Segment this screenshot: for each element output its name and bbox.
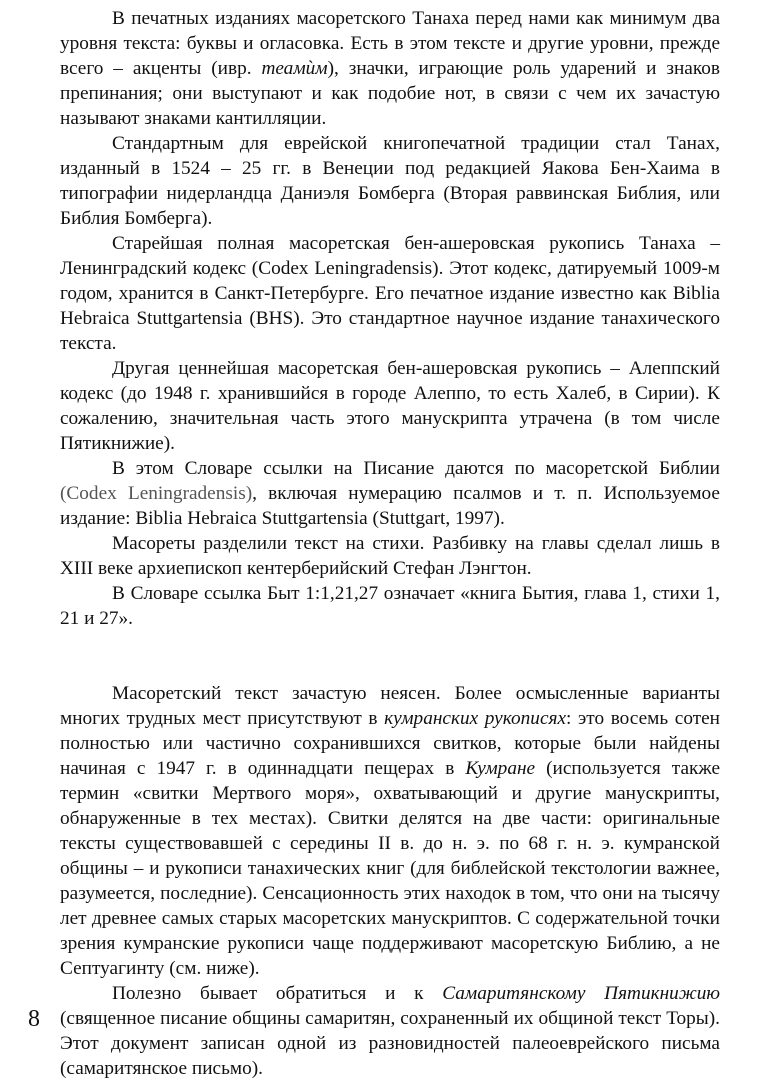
paragraph-reference-example: В Словаре ссылка Быт 1:1,21,27 означает «книга Бытия, глава 1, стихи 1, 21 и 27». xyxy=(60,583,720,629)
paragraph-leningrad-codex: Старейшая полная масоретская бен-ашеровская рукопись Танаха – Ленинградский кодекс (Codex Leningradensis). Этот кодекс, датируемый 1009-м годом, хранится в Санкт-Петербурге. Его печатное издание известно как Biblia Hebraica Stuttgartensia (BHS). Это стандартное научное издание танахического текста. xyxy=(60,233,720,354)
text-run: Полезно бывает обратиться и к xyxy=(112,983,443,1004)
text-run: ), значки, играющие роль ударений и знаков препинания; они выступают и как подобие нот, в связи с чем их зачастую называют знаками кантилляции. xyxy=(60,58,721,129)
italic-term: кумранских рукописях xyxy=(384,708,567,729)
text-run: , включая нумерацию псалмов и т. п. Используемое издание: Biblia Hebraica Stuttgartensia (Stuttgart, 1997). xyxy=(60,483,720,529)
text-run: В этом Словаре ссылки на Писание даются по масоретской Библии xyxy=(112,458,720,479)
page-number: 8 xyxy=(28,1006,40,1032)
italic-term: теамѝм xyxy=(261,58,328,79)
italic-term: Самаритянскому Пятикнижию xyxy=(442,983,720,1004)
text-run: : это восемь сотен полностью или частично сохранившихся свитков, которые были найдены начиная с 1947 г. в одиннадцати пещерах в xyxy=(60,708,721,779)
paragraph-dictionary-references xyxy=(60,456,720,531)
page-body xyxy=(60,6,720,1081)
text-run: В печатных изданиях масоретского Танаха перед нами как минимум два уровня текста: буквы и огласовка. Есть в этом тексте и другие уровни, прежде всего – акценты (ивр. xyxy=(60,8,720,79)
text-run: (священное писание общины самаритян, сохраненный их общиной текст Торы). Этот документ записан одной из разновидностей палеоеврейского письма (самаритянское письмо). xyxy=(60,1008,720,1079)
paragraph-verses-chapters: Масореты разделили текст на стихи. Разбивку на главы сделал лишь в XIII веке архиепископ кентерберийский Стефан Лэнгтон. xyxy=(60,533,720,579)
text-run: (используется также термин «свитки Мертвого моря», охватывающий и другие мануcкрипты, обнаруженные в тех местах). Свитки делятся на две части: оригинальные тексты существовавшей с середины II в. до н. э. по 68 г. н. э. кумранской общины – и рукописи танахических книг (для библейской текстологии важнее, разумеется, последние). Сенсационность этих находок в том, что они на тысячу лет древнее самых старых масоретских манускриптов. С содержательной точки зрения кумранские рукописи чаще поддерживают масоретскую Библию, а не Септуагинту (см. ниже). xyxy=(60,758,720,979)
section-spacer xyxy=(60,631,720,681)
paragraph-samaritan-pentateuch xyxy=(60,981,720,1081)
paragraph-masoretic-levels xyxy=(60,6,720,131)
paragraph-aleppo-codex: Другая ценнейшая масоретская бен-ашеровская рукопись – Алеппский кодекс (до 1948 г. хранившийся в городе Алеппо, то есть Халеб, в Сирии). К сожалению, значительная часть этого манускрипта утрачена (в том числе Пятикнижие). xyxy=(60,358,720,454)
text-run: Масоретский текст зачастую неясен. Более осмысленные варианты многих трудных мест присутствуют в xyxy=(60,683,720,729)
paragraph-standard-tanakh: Стандартным для еврейской книгопечатной традиции стал Танах, изданный в 1524 – 25 гг. в Венеции под редакцией Яакова Бен-Хаима в типографии нидерландца Даниэля Бомберга (Вторая раввинская Библия, или Библия Бомберга). xyxy=(60,133,720,229)
paragraph-qumran-scrolls xyxy=(60,681,720,981)
codex-name: (Codex Leningradensis) xyxy=(60,483,253,504)
italic-term: Кумране xyxy=(465,758,536,779)
